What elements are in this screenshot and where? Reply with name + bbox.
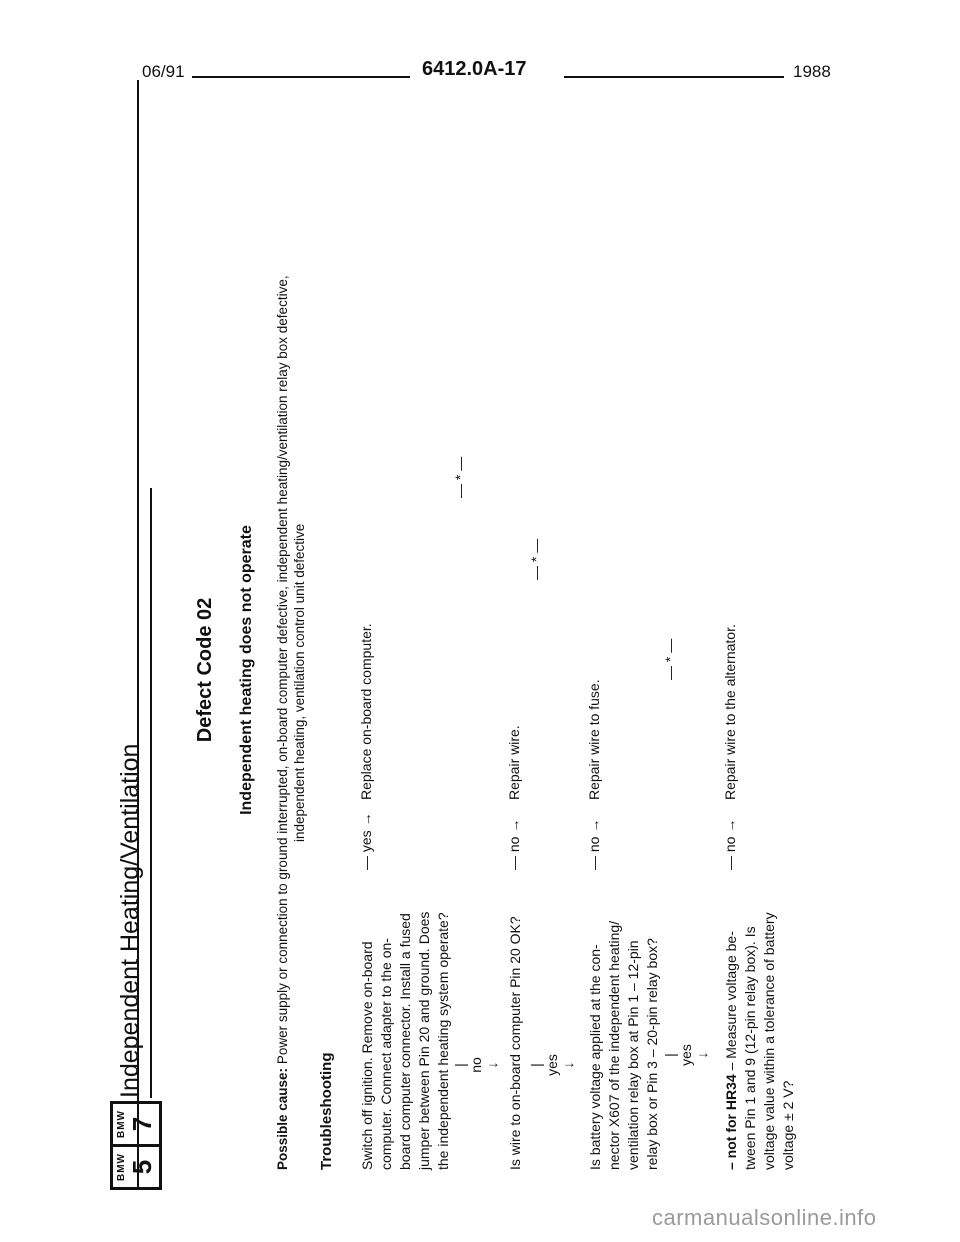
step-1-separator: — * — bbox=[452, 456, 468, 498]
step-3-line: ventilation relay box at Pin 1 – 12-pin bbox=[625, 940, 641, 1170]
step-2-line: Is wire to on-board computer Pin 20 OK? bbox=[507, 916, 523, 1170]
defect-code-title: Defect Code 02 bbox=[194, 597, 216, 743]
possible-cause bbox=[274, 130, 308, 1170]
troubleshooting-heading: Troubleshooting bbox=[318, 1052, 335, 1170]
step-3-question bbox=[586, 921, 662, 1170]
step-2-separator: — * — bbox=[528, 538, 544, 580]
rotated-page-body bbox=[110, 110, 830, 1230]
step-1-line: the independent heating system operate? bbox=[435, 912, 451, 1170]
step-4-line: voltage value within a tolerance of battery bbox=[761, 912, 777, 1170]
header-rule-right bbox=[564, 76, 784, 78]
step-1-continue-label: no bbox=[468, 1057, 484, 1073]
step-3-action: Repair wire to fuse. bbox=[586, 679, 602, 800]
step-2-action: Repair wire. bbox=[506, 725, 522, 800]
step-1-branch: — yes → bbox=[358, 812, 374, 870]
section-title: Independent Heating/Ventilation bbox=[116, 743, 144, 1098]
possible-cause-line1: Power supply or connection to ground interrupted, on-board computer defective, independent heating/ventilation relay box defective, bbox=[275, 275, 290, 1065]
step-4-line: voltage ± 2 V? bbox=[780, 1080, 796, 1170]
step-3-continue-label: yes bbox=[678, 1044, 694, 1066]
step-1-question bbox=[358, 912, 453, 1170]
logo-box-7 bbox=[110, 1101, 162, 1147]
step-3-branch: — no → bbox=[586, 818, 602, 870]
step-3-line: nector X607 of the independent heating/ bbox=[606, 920, 622, 1170]
fault-subtitle: Independent heating does not operate bbox=[238, 525, 255, 815]
logo-brand-left: BMW bbox=[116, 1153, 127, 1181]
header-date: 06/91 bbox=[142, 62, 185, 81]
watermark: carmanualsonline.info bbox=[652, 1205, 877, 1230]
step-1-continue-bar: | bbox=[452, 1063, 468, 1067]
step-2-question bbox=[506, 916, 525, 1170]
step-1-line: jumper between Pin 20 and ground. Does bbox=[416, 911, 432, 1170]
step-1-line: computer. Connect adapter to the on- bbox=[378, 938, 394, 1170]
section-title-underline bbox=[150, 488, 152, 1098]
step-4-action: Repair wire to the alternator. bbox=[722, 624, 738, 800]
bmw-series-logo bbox=[110, 1101, 162, 1190]
step-3-line: Is battery voltage applied at the con- bbox=[587, 944, 603, 1170]
step-4-line: tween Pin 1 and 9 (12-pin relay box). Is bbox=[742, 926, 758, 1170]
step-4-first-rest: – Measure voltage be- bbox=[723, 931, 739, 1075]
logo-number-left: 5 bbox=[127, 1159, 157, 1175]
step-4-first-line bbox=[722, 912, 741, 1170]
step-1-continue-arrow: ↓ bbox=[484, 1061, 500, 1069]
step-1-line: Switch off ignition. Remove on-board bbox=[359, 941, 375, 1170]
header-doc-number: 6412.0A-17 bbox=[422, 58, 527, 80]
step-2-continue-arrow: ↓ bbox=[560, 1061, 576, 1069]
step-3-line: relay box or Pin 3 – 20-pin relay box? bbox=[644, 938, 660, 1170]
header-rule-left bbox=[192, 76, 410, 78]
step-4-lead: – not for HR34 bbox=[723, 1074, 739, 1170]
step-1-action: Replace on-board computer. bbox=[358, 623, 374, 800]
possible-cause-label: Possible cause: bbox=[275, 1067, 290, 1170]
possible-cause-line2: independent heating, ventilation control unit defective bbox=[292, 523, 307, 842]
step-3-separator: — * — bbox=[662, 638, 678, 680]
step-2-continue-label: yes bbox=[544, 1054, 560, 1076]
step-3-continue-arrow: ↓ bbox=[694, 1051, 710, 1059]
logo-box-5 bbox=[110, 1144, 162, 1190]
step-2-continue-bar: | bbox=[528, 1063, 544, 1067]
header-year: 1988 bbox=[793, 62, 831, 81]
step-2-branch: — no → bbox=[506, 818, 522, 870]
step-3-continue-bar: | bbox=[662, 1053, 678, 1057]
step-4-question bbox=[722, 912, 798, 1170]
logo-brand-right: BMW bbox=[116, 1110, 127, 1138]
step-1-line: board computer connector. Install a fused bbox=[397, 913, 413, 1170]
step-4-branch: — no → bbox=[722, 818, 738, 870]
logo-number-right: 7 bbox=[127, 1116, 157, 1132]
